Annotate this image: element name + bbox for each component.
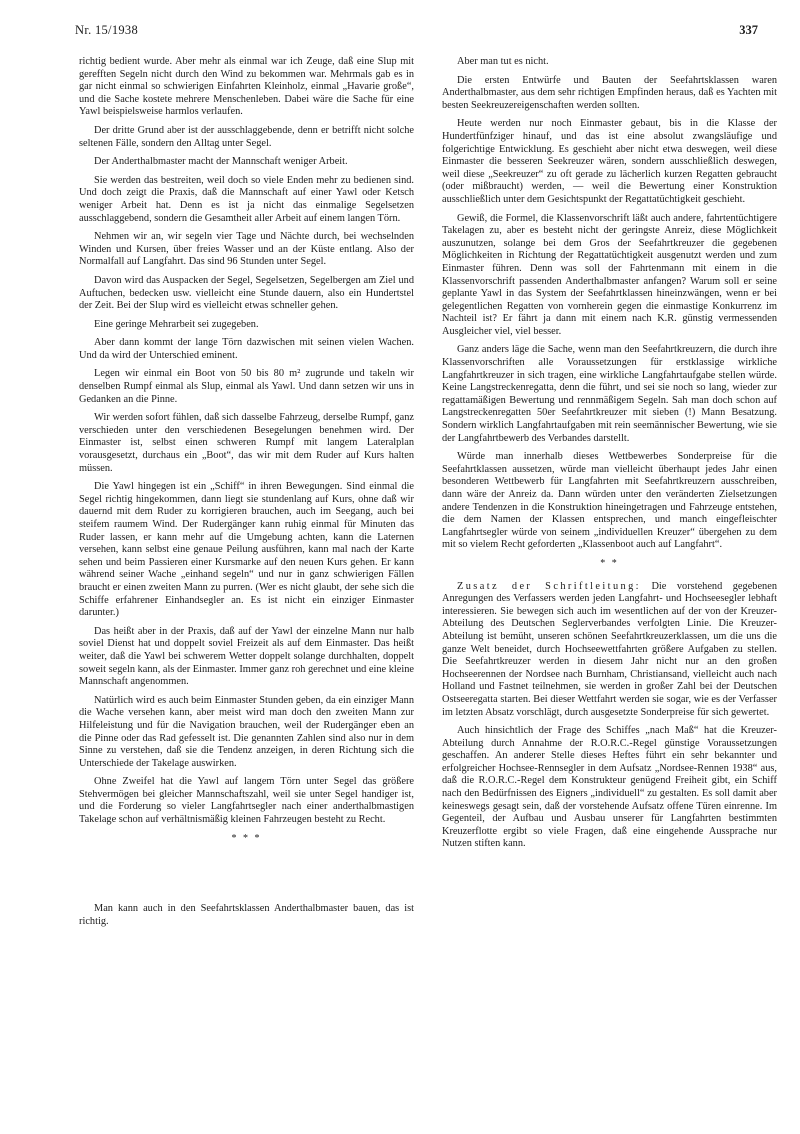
paragraph: Man kann auch in den Seefahrtsklassen Anderthalbmaster bauen, das ist richtig.: [79, 903, 414, 927]
paragraph: Ganz anders läge die Sache, wenn man den Seefahrtkreuzern, die durch ihre Klassenvorschriften alle Voraussetzungen für erstklassige wirkliche Langfahrtkreuzer in sich tragen, eine wirkliche Langfahrtaufgabe stellen würde. Keine Langstreckenregatta, denn die führt, und sei sie noch so lang, wieder zur regattamäßigen Bewertung und rennmäßigem Segeln. Sah man doch schon auf Langstreckenregatten 50er Seefahrtkreuzer mit sieben (!) Mann Besatzung. Sondern wirklich Langfahrtaufgaben mit rein seemännischer Bewertung, wie sie der Langfahrtbewerb des Verbandes darstellt.: [442, 344, 777, 444]
paragraph: Das heißt aber in der Praxis, daß auf der Yawl der einzelne Mann nur halb soviel Dienst hat und doppelt soviel Freizeit als auf dem Einmaster. Das heißt weiter, daß die Yawl bei schwerem Wetter doppelt solange durchhalten, doppelt soweit segeln kann, als der Einmaster. Immer ganz roh gerechnet und eine kleine Mannschaft angenommen.: [79, 625, 414, 688]
editorial-note-text: Die vorstehend gegebenen Anregungen des Verfassers werden jeden Langfahrt- und Hochseesegler lebhaft interessieren. Sie bewegen sich auch im wesentlichen auf der von der Kreuzer-Abteilung des Deutschen Seglerverbandes verfolgten Linie. Die Kreuzer-Abteilung ist bemüht, unseren schönen Seefahrtkreuzerklassen, um die uns die ganze Welt beneidet, durch Hochseewettfahrten größere Aufgaben zu stellen. Die Seefahrtkreuzer werden in diesem Jahr nicht nur an den großen Hochseerennen der Nordsee nach Burnham, Christiansand, vielleicht auch nach Holland und Fastnet teilnehmen, sie werden in großer Zahl bei der Deutschen Ostseeregatta starten. Bei dieser Wettfahrt werden sie sogar, wie es der Verfasser im letzten Absatz vorschlägt, durch ausgesetzte Sonderpreise für sich gewertet.: [442, 580, 777, 718]
paragraph: Der Anderthalbmaster macht der Mannschaft weniger Arbeit.: [94, 156, 348, 168]
paragraph: Natürlich wird es auch beim Einmaster Stunden geben, da ein einziger Mann die Wache versehen kann, aber meist wird man doch den zweiten Mann zur Hilfeleistung und für die Navigation brauchen, weil der Rudergänger eben an die Pinne oder das Rad gefesselt ist. Die genannten Zahlen sind also nur in dem Sinne zu verstehen, daß sie die Tendenz anzeigen, in deren Richtung sich die Unterschiede der Takelage auswirken.: [79, 694, 414, 769]
paragraph: Legen wir einmal ein Boot von 50 bis 80 m² zugrunde und takeln wir denselben Rumpf einmal als Slup, einmal als Yawl. Und dann setzen wir uns in Gedanken an die Pinne.: [79, 368, 414, 405]
paragraph: richtig bedient wurde. Aber mehr als einmal war ich Zeuge, daß eine Slup mit gerefften Segeln nicht durch den Wind zu bekommen war. Mehrmals gab es in gar nicht einmal so schwierigen Einfahrten Kleinholz, einmal „Havarie große“, und die Sache kostete mehrere Menschenleben. Dabei wäre die Sache für eine Yawl beispielsweise harmlos verlaufen.: [79, 56, 414, 118]
paragraph: Die ersten Entwürfe und Bauten der Seefahrtsklassen waren Anderthalbmaster, aus dem sehr richtigen Empfinden heraus, daß es Yachten mit besten Seekreuzereigenschaften werden sollten.: [442, 74, 777, 111]
page-number: 337: [739, 23, 758, 37]
right-column: [442, 56, 777, 857]
paragraph: Auch hinsichtlich der Frage des Schiffes „nach Maß“ hat die Kreuzer-Abteilung durch Annahme der R.O.R.C.-Regel günstige Voraussetzungen geschaffen. An anderer Stelle dieses Heftes führt ein sehr bekannter und erfolgreicher Hochsee-Rennsegler in dem Aufsatz „Nordsee-Rennen 1938“ aus, daß die R.O.R.C.-Regel dem Konstrukteur genügend Freiheit gibt, ein Schiff nach den Bedürfnissen des Eigners „individuell“ zu gestalten. Es soll damit aber keineswegs gesagt sein, daß der vorstehende Aufsatz offene Türen einrenne. Im Gegenteil, der Aufbau und Ausbau unserer für Langfahrten bestimmten Kreuzerflotte ergibt so viele Fragen, daß eine eingehende Aussprache nur Nutzen stiften kann.: [442, 725, 777, 850]
issue-number: Nr. 15/1938: [75, 23, 139, 37]
page-header: [75, 23, 758, 43]
editorial-note-label: Zusatz der Schriftleitung:: [457, 580, 641, 592]
paragraph: Eine geringe Mehrarbeit sei zugegeben.: [94, 318, 259, 330]
section-divider-stars: * *: [600, 557, 619, 569]
paragraph: Nehmen wir an, wir segeln vier Tage und Nächte durch, bei wechselnden Winden und Kursen, über freies Wasser und an der Küste entlang. Also der Normalfall auf Langfahrt. Das sind 96 Stunden unter Segel.: [79, 231, 414, 268]
left-column: [79, 56, 414, 934]
paragraph: Der dritte Grund aber ist der ausschlaggebende, denn er betrifft nicht solche seltenen Fälle, sondern den Alltag unter Segel.: [79, 124, 414, 149]
paragraph: Ohne Zweifel hat die Yawl auf langem Törn unter Segel das größere Stehvermögen bei gleicher Mannschaftszahl, weil sie unter Segel handiger ist, und die Forderung so vieler Langfahrtsegler nach einer anderthalbmastigen Takelage schon auf verhältnismäßig kleinen Fahrzeugen besteht zu Recht.: [79, 776, 414, 826]
paragraph: Davon wird das Auspacken der Segel, Segelsetzen, Segelbergen am Ziel und Auftuchen, bedecken usw. vielleicht eine Stunde dauern, also ein Hundertstel der Zeit. Bei der Slup wird es vielleicht etwas schneller gehen.: [79, 274, 414, 312]
section-divider-stars: * * *: [231, 832, 262, 844]
paragraph: Sie werden das bestreiten, weil doch so viele Enden mehr zu bedienen sind. Und doch zeigt die Praxis, daß die Mannschaft auf einer Yawl oder Ketsch weniger Arbeit hat. Denn es ist ja nicht das einmalige Segelsetzen ausschlaggebend, sondern die Gesamtheit aller Arbeit auf einem langen Törn.: [79, 174, 414, 224]
paragraph: Aber dann kommt der lange Törn dazwischen mit seinen vielen Wachen. Und da wird der Unterschied eminent.: [79, 337, 414, 361]
paragraph: Wir werden sofort fühlen, daß sich dasselbe Fahrzeug, derselbe Rumpf, ganz verschieden unter den verschiedenen Besegelungen benehmen wird. Der Einmaster ist, selbst einen schweren Rumpf mit langem Lateralplan vorausgesetzt, durchaus ein „Boot“, das wir mit dem Ruder auf Kurs halten müssen.: [79, 412, 414, 474]
paragraph: Heute werden nur noch Einmaster gebaut, bis in die Klasse der Hundertfünfziger hinauf, und das ist eine absolut zwangsläufige und folgerichtige Entwicklung. Es geschieht aber nicht etwa deswegen, weil diese Einmaster die besseren Seekreuzer wären, sondern ausschließlich deswegen, weil diese „Seekreuzer“ zu oft gerade zu lächerlich kurzen Regatten gebraucht (oder mißbraucht) werden, — weil die Bewertung einer Konstruktion ausschließlich unter dem Gesichtspunkt der Regattatüchtigkeit geschieht.: [442, 118, 777, 205]
editorial-note: [442, 581, 777, 720]
paragraph: Die Yawl hingegen ist ein „Schiff“ in ihren Bewegungen. Sind einmal die Segel richtig hingekommen, dann liegt sie stundenlang auf Kurs, ohne daß wir dauernd mit dem Ruder zu korrigieren brauchen, auch im Seegang, auch bei steifem raumem Wind. Der Rudergänger kann ruhig einmal für Minuten das Ruder lassen, er kann mehr auf die Umgebung achten, kann die Laternen versehen, kann selbst eine genaue Peilung ausführen, kann mal nach der Karte sehen und beim Passieren einer Kursmarke auf den neuen Kurs gehen. Er kann während seiner Wache „einhand segeln“ und nur in ganz schwierigen Fällen braucht er einen zweiten Mann zu purren. (Wer es nicht glaubt, der sehe sich die Schiffe erfahrener Einhandsegler an. Es ist nicht ein einziger Einmaster darunter.): [79, 481, 414, 619]
paragraph: Gewiß, die Formel, die Klassenvorschrift läßt auch andere, fahrtentüchtigere Takelagen zu, aber es besteht nicht der geringste Anreiz, diese Möglichkeit auszunutzen, solange bei dem Gros der Seefahrtkreuzer die gegebenen Möglichkeiten in Richtung der Regattatüchtigkeit ausgenutzt werden und zum Einmaster führen. Denn was soll der Fahrtenmann mit einem in die Klassenvorschrift passenden Anderthalbmaster anfangen? Warum soll er seine geplante Yawl in das System der Seefahrtklassen hineinzwängen, wenn er bei gelegentlichen Regatten von vornherein gegen die einmastige Konkurrenz im Nachteil ist? Er fährt ja dann mit einem nach K.R. günstig vermessenden Ausgleicher viel, viel besser.: [442, 212, 777, 337]
paragraph: Aber man tut es nicht.: [457, 56, 549, 67]
paragraph: Würde man innerhalb dieses Wettbewerbes Sonderpreise für die Seefahrtklassen aussetzen, würde man vielleicht überhaupt jedes Jahr einen besonderen Wettbewerb für Langfahrten mit Seefahrtkreuzern ausschreiben, dann wäre der Anreiz da. Dann würden unter den veränderten Zielsetzungen andere Tendenzen in die Konstruktion hineingetragen und Fahrzeuge entstehen, die dem Namen der Klassen entsprechen, und manch eingefleischter Langfahrtsegler würde von seinem „individuellen Kreuzer“ übergehen zu dem mit so vielem Recht geforderten „Klassenboot auch auf Langfahrt“.: [442, 451, 777, 551]
